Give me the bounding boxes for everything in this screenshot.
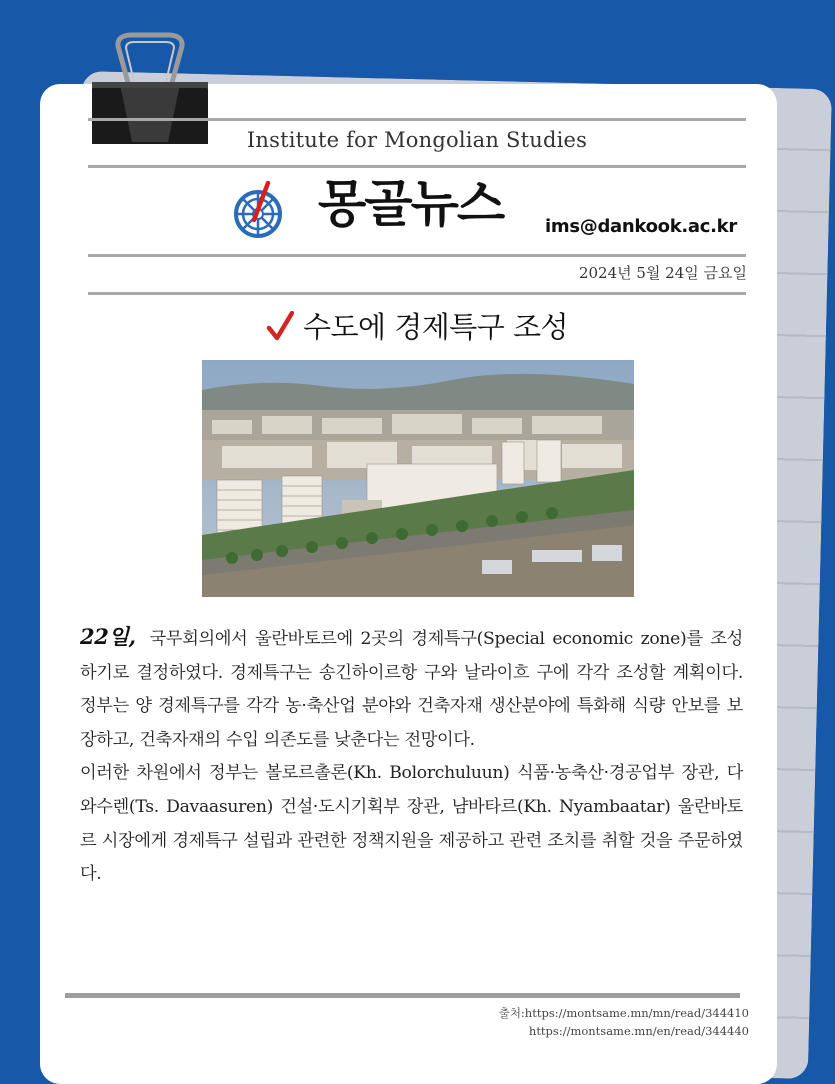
newsletter-title: 몽골뉴스 (318, 175, 504, 233)
wheel-compass-logo-icon (230, 180, 286, 240)
header-rule (88, 165, 746, 168)
date-rule (88, 292, 746, 295)
article-photo (202, 360, 634, 597)
article-paragraph: 이러한 차원에서 정부는 볼로르촐론(Kh. Bolorchuluun) 식품·농축산·경공업부 장관, 다와수렌(Ts. Davaasuren) 건설·도시기획부 장관, 냠바타르(Kh. Nyambaatar) 울란바토르 시장에게 경제특구 설립과 관련한 정책지원을 제공하고 관련 조치를 취할 것을 주문하였다. (80, 763, 743, 885)
contact-email[interactable]: ims@dankook.ac.kr (545, 216, 737, 237)
article-paragraph (80, 620, 743, 757)
top-rule (88, 118, 746, 121)
article-body (80, 620, 743, 892)
institute-name: Institute for Mongolian Studies (246, 128, 588, 152)
source-link-en[interactable]: https://montsame.mn/en/read/344440 (528, 1024, 749, 1038)
bottom-rule (65, 993, 740, 998)
article-lead-date: 22일, (80, 624, 136, 649)
article-paragraph-text: 국무회의에서 울란바토르에 2곳의 경제특구(Special economic zone)를 조성하기로 결정하였다. 경제특구는 송긴하이르항 구와 날라이흐 구에 각각 조성할 계획이다. 정부는 양 경제특구를 각각 농·축산업 분야와 건축자재 생산분야에 특화해 식량 안보를 보장하고, 건축자재의 수입 의존도를 낮춘다는 전망이다. (80, 629, 743, 750)
issue-date: 2024년 5월 24일 금요일 (578, 264, 747, 282)
title-rule (88, 254, 746, 257)
source-link-mn[interactable]: 출처:https://montsame.mn/mn/read/344410 (498, 1006, 749, 1020)
article-headline: 수도에 경제특구 조성 (303, 310, 569, 344)
headline-row (88, 305, 746, 346)
source-citation (499, 1004, 749, 1040)
red-checkmark-icon (266, 311, 294, 341)
